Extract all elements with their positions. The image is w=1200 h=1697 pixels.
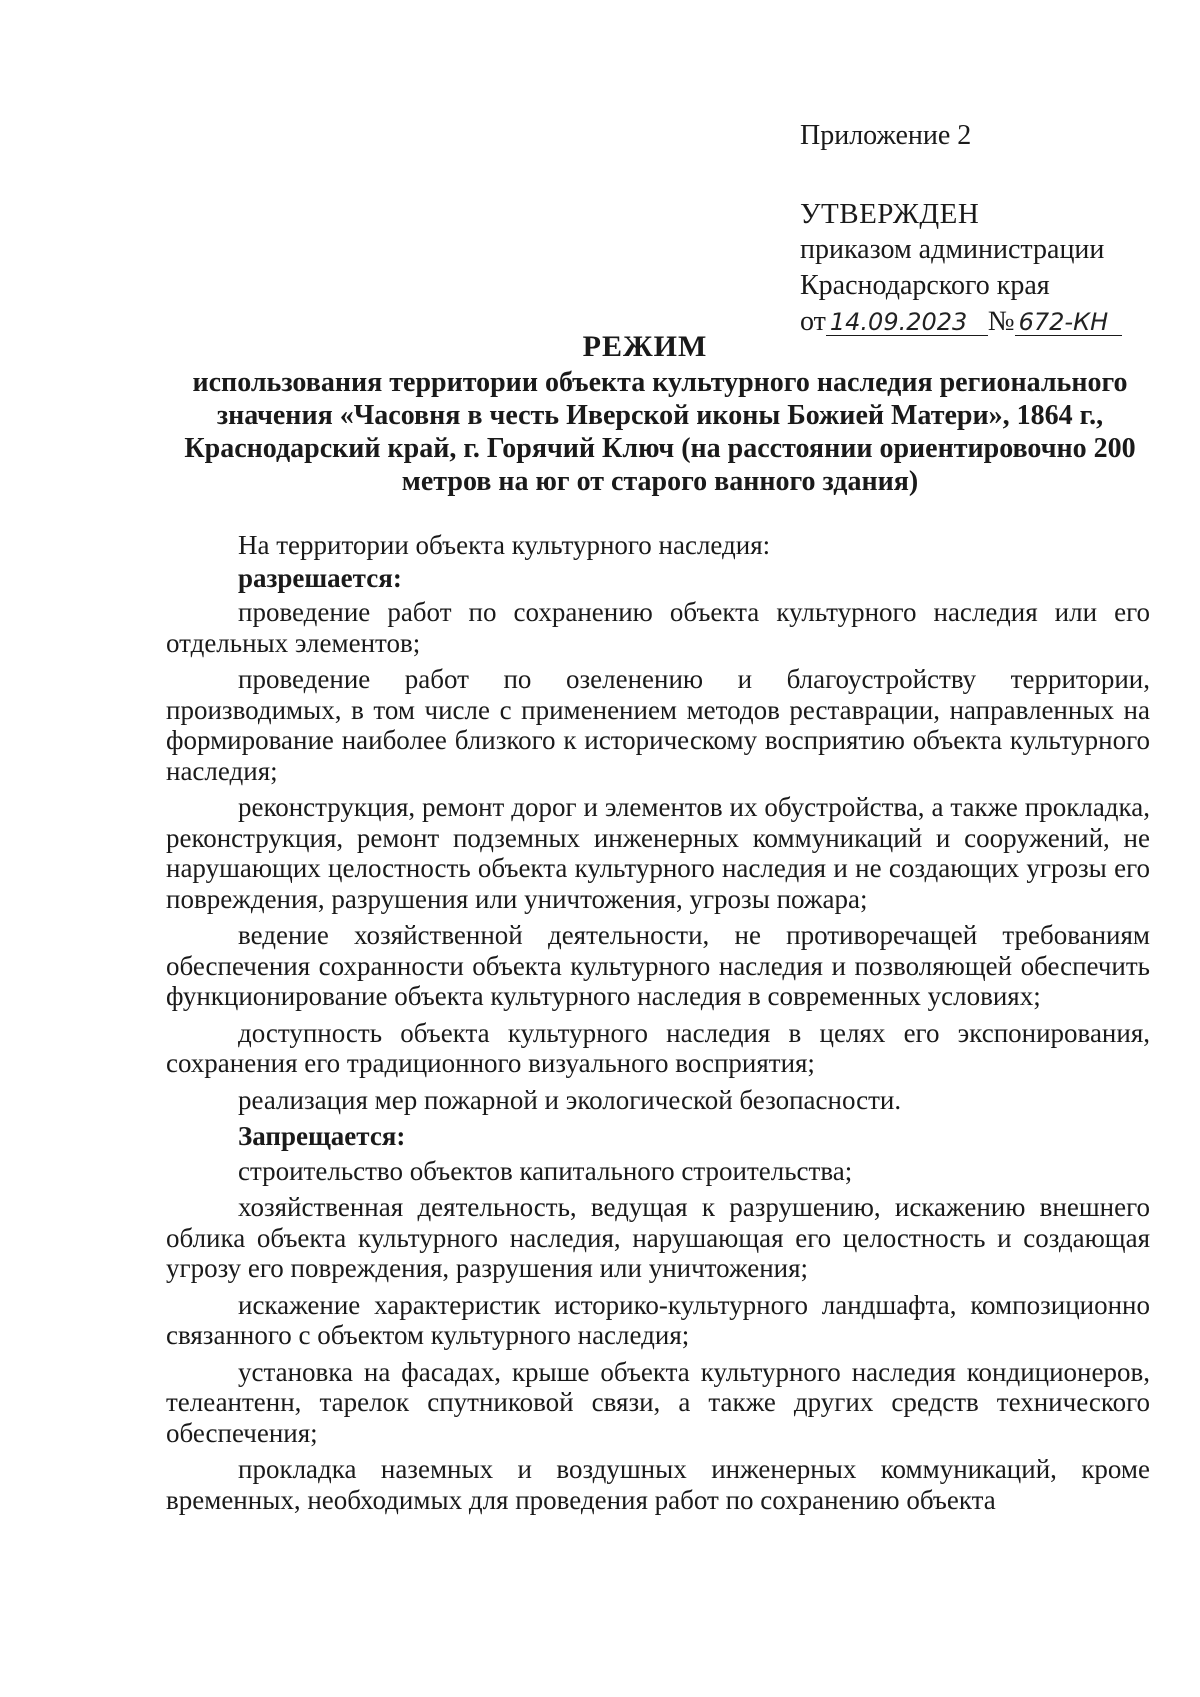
approval-date: 14.09.2023 [826, 309, 988, 336]
prohibited-item: искажение характеристик историко-культурного ландшафта, композиционно связанного с объектом культурного наследия; [166, 1289, 1150, 1350]
intro-paragraph: На территории объекта культурного наследия: [238, 530, 771, 560]
approval-number: 672-КН [1015, 309, 1122, 336]
document-title-block [180, 330, 1140, 498]
allowed-item: доступность объекта культурного наследия в целях его экспонирования, сохранения его традиционного визуального восприятия; [166, 1017, 1150, 1078]
appendix-label: Приложение 2 [800, 120, 972, 151]
prohibited-item: установка на фасадах, крыше объекта культурного наследия кондиционеров, телеантенн, тарелок спутниковой связи, а также других средств технического обеспечения; [166, 1356, 1150, 1448]
approval-authority-line1: приказом администрации [800, 234, 1105, 265]
document-body [166, 530, 1150, 1521]
allowed-item: ведение хозяйственной деятельности, не противоречащей требованиям обеспечения сохранности объекта культурного наследия и позволяющей обеспечить функционирование объекта культурного наследия в современных условиях; [166, 920, 1150, 1011]
allowed-item: проведение работ по сохранению объекта культурного наследия или его отдельных элементов; [166, 597, 1150, 658]
from-label: от [800, 306, 826, 337]
prohibited-item: строительство объектов капитального строительства; [238, 1155, 853, 1186]
document-title: РЕЖИМ [582, 330, 708, 363]
number-label: № [987, 306, 1015, 337]
allowed-heading: разрешается: [238, 562, 402, 593]
allowed-item: реконструкция, ремонт дорог и элементов их обустройства, а также прокладка, реконструкция, ремонт подземных инженерных коммуникаций и сооружений, не нарушающих целостность объекта культурного наследия и не создающих угрозы его повреждения, разрушения или уничтожения, угрозы пожара; [166, 792, 1150, 914]
approval-block [800, 120, 1160, 338]
allowed-item: проведение работ по озеленению и благоустройству территории, производимых, в том числе с применением методов реставрации, направленных на формирование наиболее близкого к историческому восприятию объекта культурного наследия; [166, 664, 1150, 786]
approved-label: УТВЕРЖДЕН [800, 198, 980, 230]
prohibited-heading: Запрещается: [238, 1121, 406, 1151]
document-subtitle: использования территории объекта культурного наследия регионального значения «Часовня в честь Иверской иконы Божией Матери», 1864 г., Краснодарский край, г. Горячий Ключ (на расстоянии ориентировочно 200 метров на юг от старого ванного здания) [184, 367, 1136, 497]
prohibited-item: прокладка наземных и воздушных инженерных коммуникаций, кроме временных, необходимых для проведения работ по сохранению объекта [166, 1454, 1150, 1515]
allowed-item: реализация мер пожарной и экологической безопасности. [238, 1084, 902, 1115]
prohibited-item: хозяйственная деятельность, ведущая к разрушению, искажению внешнего облика объекта культурного наследия, нарушающая его целостность и создающая угрозу его повреждения, разрушения или уничтожения; [166, 1192, 1150, 1283]
approval-authority-line2: Краснодарского края [800, 270, 1050, 301]
